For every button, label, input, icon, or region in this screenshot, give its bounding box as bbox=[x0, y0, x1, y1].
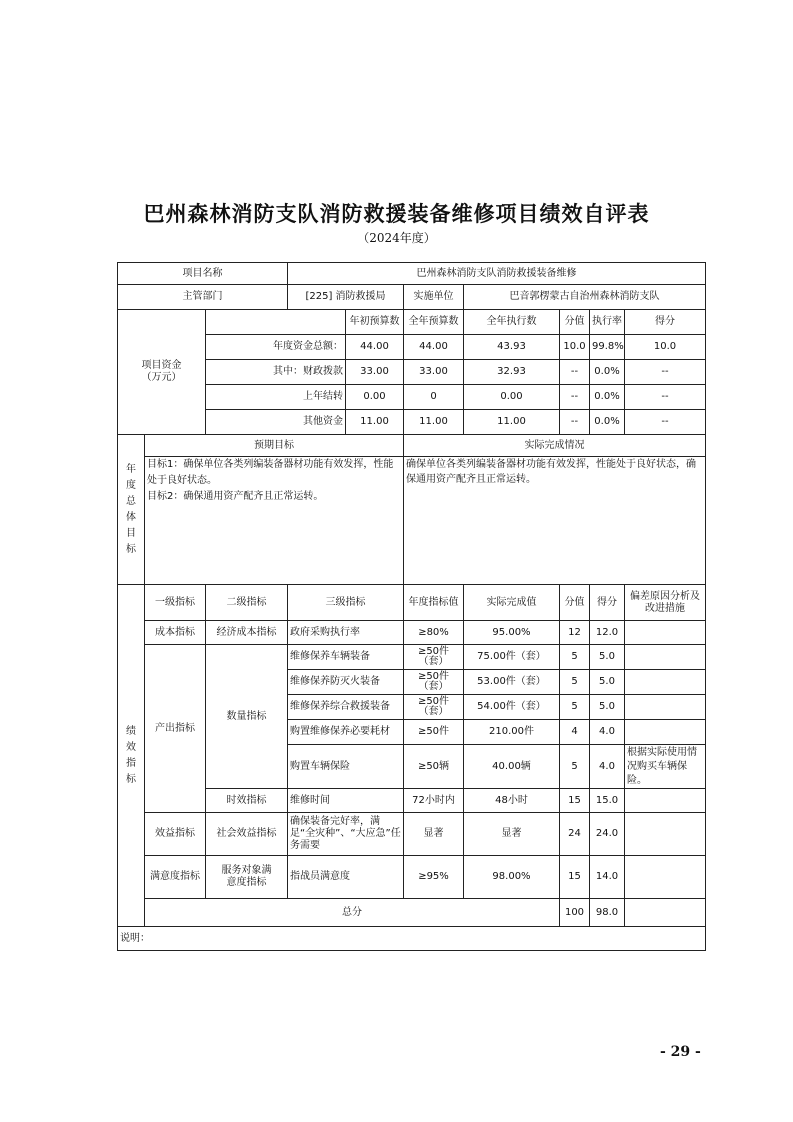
total-note bbox=[625, 899, 706, 927]
timeliness-weight: 15 bbox=[560, 789, 590, 813]
perf-header-weight: 分值 bbox=[560, 585, 590, 621]
perf-header-level3: 三级指标 bbox=[288, 585, 404, 621]
funds-header-blank bbox=[206, 310, 346, 335]
satisfaction-level2: 服务对象满意度指标 bbox=[206, 856, 288, 899]
cost-level1: 成本指标 bbox=[145, 621, 206, 645]
impl-label: 实施单位 bbox=[404, 285, 464, 310]
quantity-level3: 维修保养防灭火装备 bbox=[288, 670, 404, 695]
funds-row-executed: 32.93 bbox=[464, 360, 560, 385]
quantity-note bbox=[625, 695, 706, 720]
quantity-actual: 40.00辆 bbox=[464, 745, 560, 789]
project-name-label: 项目名称 bbox=[118, 263, 288, 285]
perf-header-level2: 二级指标 bbox=[206, 585, 288, 621]
funds-row-score: -- bbox=[625, 385, 706, 410]
quantity-level3: 维修保养车辆装备 bbox=[288, 645, 404, 670]
funds-row-budget-full: 33.00 bbox=[404, 360, 464, 385]
funds-row-score-value: -- bbox=[560, 410, 590, 435]
funds-row-name: 上年结转 bbox=[206, 385, 346, 410]
funds-row-budget-start: 11.00 bbox=[346, 410, 404, 435]
quantity-actual: 210.00件 bbox=[464, 720, 560, 745]
benefit-level2: 社会效益指标 bbox=[206, 813, 288, 856]
quantity-weight: 5 bbox=[560, 745, 590, 789]
quantity-score: 5.0 bbox=[590, 645, 625, 670]
funds-row-executed: 11.00 bbox=[464, 410, 560, 435]
timeliness-level2: 时效指标 bbox=[206, 789, 288, 813]
cost-score: 12.0 bbox=[590, 621, 625, 645]
quantity-note: 根据实际使用情况购买车辆保险。 bbox=[625, 745, 706, 789]
expected-goals-text: 目标1：确保单位各类列编装备器材功能有效发挥，性能处于良好状态。 目标2：确保通用资产配齐且正常运转。 bbox=[145, 457, 404, 585]
total-weight: 100 bbox=[560, 899, 590, 927]
funds-row-budget-start: 0.00 bbox=[346, 385, 404, 410]
quantity-row bbox=[118, 645, 706, 670]
funds-row-name: 其他资金 bbox=[206, 410, 346, 435]
benefit-actual: 显著 bbox=[464, 813, 560, 856]
perf-header-note: 偏差原因分析及改进措施 bbox=[625, 585, 706, 621]
output-level1: 产出指标 bbox=[145, 645, 206, 813]
funds-row bbox=[118, 385, 706, 410]
quantity-target: ≥50件（套） bbox=[404, 645, 464, 670]
quantity-score: 5.0 bbox=[590, 670, 625, 695]
quantity-actual: 54.00件（套） bbox=[464, 695, 560, 720]
funds-row-budget-full: 0 bbox=[404, 385, 464, 410]
quantity-target: ≥50辆 bbox=[404, 745, 464, 789]
cost-level3: 政府采购执行率 bbox=[288, 621, 404, 645]
cost-weight: 12 bbox=[560, 621, 590, 645]
quantity-level3: 购置车辆保险 bbox=[288, 745, 404, 789]
timeliness-note bbox=[625, 789, 706, 813]
funds-row-budget-start: 44.00 bbox=[346, 335, 404, 360]
funds-row bbox=[118, 410, 706, 435]
dept-label: 主管部门 bbox=[118, 285, 288, 310]
benefit-score: 24.0 bbox=[590, 813, 625, 856]
quantity-note bbox=[625, 645, 706, 670]
timeliness-level3: 维修时间 bbox=[288, 789, 404, 813]
impl-value: 巴音郭楞蒙古自治州森林消防支队 bbox=[464, 285, 706, 310]
satisfaction-level1: 满意度指标 bbox=[145, 856, 206, 899]
funds-header-rate: 执行率 bbox=[590, 310, 625, 335]
annual-goals-label: 年度总体目标 bbox=[118, 435, 145, 585]
funds-header-executed: 全年执行数 bbox=[464, 310, 560, 335]
funds-header-score: 得分 bbox=[625, 310, 706, 335]
quantity-weight: 5 bbox=[560, 695, 590, 720]
quantity-target: ≥50件（套） bbox=[404, 695, 464, 720]
quantity-score: 4.0 bbox=[590, 720, 625, 745]
quantity-target: ≥50件（套） bbox=[404, 670, 464, 695]
performance-label: 绩效指标 bbox=[118, 585, 145, 927]
quantity-level2: 数量指标 bbox=[206, 645, 288, 789]
timeliness-score: 15.0 bbox=[590, 789, 625, 813]
funds-row-score: -- bbox=[625, 410, 706, 435]
quantity-actual: 75.00件（套） bbox=[464, 645, 560, 670]
perf-header-actual: 实际完成值 bbox=[464, 585, 560, 621]
funds-row bbox=[118, 360, 706, 385]
actual-goals-text: 确保单位各类列编装备器材功能有效发挥，性能处于良好状态，确保通用资产配齐且正常运转。 bbox=[404, 457, 706, 585]
satisfaction-level3: 指战员满意度 bbox=[288, 856, 404, 899]
page-subtitle: （2024年度） bbox=[357, 231, 436, 245]
perf-header-score: 得分 bbox=[590, 585, 625, 621]
funds-row-executed: 0.00 bbox=[464, 385, 560, 410]
timeliness-target: 72小时内 bbox=[404, 789, 464, 813]
funds-label: 项目资金 （万元） bbox=[118, 310, 206, 435]
quantity-level3: 购置维修保养必要耗材 bbox=[288, 720, 404, 745]
remark-label: 说明： bbox=[118, 927, 706, 951]
benefit-weight: 24 bbox=[560, 813, 590, 856]
funds-row-score-value: -- bbox=[560, 360, 590, 385]
quantity-note bbox=[625, 720, 706, 745]
quantity-weight: 5 bbox=[560, 670, 590, 695]
funds-header-budget-full: 全年预算数 bbox=[404, 310, 464, 335]
satisfaction-actual: 98.00% bbox=[464, 856, 560, 899]
satisfaction-score: 14.0 bbox=[590, 856, 625, 899]
funds-header-score-value: 分值 bbox=[560, 310, 590, 335]
funds-row-rate: 0.0% bbox=[590, 410, 625, 435]
satisfaction-weight: 15 bbox=[560, 856, 590, 899]
quantity-weight: 5 bbox=[560, 645, 590, 670]
funds-row-score-value: -- bbox=[560, 385, 590, 410]
funds-row-rate: 99.8% bbox=[590, 335, 625, 360]
total-label: 总分 bbox=[145, 899, 560, 927]
cost-note bbox=[625, 621, 706, 645]
funds-row-budget-full: 11.00 bbox=[404, 410, 464, 435]
funds-row-budget-full: 44.00 bbox=[404, 335, 464, 360]
funds-row-executed: 43.93 bbox=[464, 335, 560, 360]
quantity-score: 5.0 bbox=[590, 695, 625, 720]
satisfaction-target: ≥95% bbox=[404, 856, 464, 899]
evaluation-table bbox=[117, 262, 706, 951]
funds-row-name: 年度资金总额： bbox=[206, 335, 346, 360]
actual-goals-header: 实际完成情况 bbox=[404, 435, 706, 457]
benefit-target: 显著 bbox=[404, 813, 464, 856]
timeliness-actual: 48小时 bbox=[464, 789, 560, 813]
funds-row-score-value: 10.0 bbox=[560, 335, 590, 360]
cost-target: ≥80% bbox=[404, 621, 464, 645]
satisfaction-note bbox=[625, 856, 706, 899]
perf-header-target: 年度指标值 bbox=[404, 585, 464, 621]
total-score: 98.0 bbox=[590, 899, 625, 927]
page-number: - 29 - bbox=[660, 1044, 701, 1060]
dept-value: [225] 消防救援局 bbox=[288, 285, 404, 310]
quantity-weight: 4 bbox=[560, 720, 590, 745]
quantity-target: ≥50件 bbox=[404, 720, 464, 745]
funds-row-rate: 0.0% bbox=[590, 360, 625, 385]
cost-level2: 经济成本指标 bbox=[206, 621, 288, 645]
perf-header-level1: 一级指标 bbox=[145, 585, 206, 621]
benefit-level3: 确保装备完好率，满足“全灾种”、“大应急”任务需要 bbox=[288, 813, 404, 856]
quantity-actual: 53.00件（套） bbox=[464, 670, 560, 695]
funds-header-budget-start: 年初预算数 bbox=[346, 310, 404, 335]
funds-row bbox=[118, 335, 706, 360]
funds-row-name: 其中：财政拨款 bbox=[206, 360, 346, 385]
quantity-level3: 维修保养综合救援装备 bbox=[288, 695, 404, 720]
funds-row-budget-start: 33.00 bbox=[346, 360, 404, 385]
funds-row-score: 10.0 bbox=[625, 335, 706, 360]
project-name-value: 巴州森林消防支队消防救援装备维修 bbox=[288, 263, 706, 285]
funds-row-rate: 0.0% bbox=[590, 385, 625, 410]
benefit-level1: 效益指标 bbox=[145, 813, 206, 856]
funds-row-score: -- bbox=[625, 360, 706, 385]
quantity-score: 4.0 bbox=[590, 745, 625, 789]
cost-actual: 95.00% bbox=[464, 621, 560, 645]
page-title: 巴州森林消防支队消防救援装备维修项目绩效自评表 bbox=[143, 201, 650, 226]
benefit-note bbox=[625, 813, 706, 856]
expected-goals-header: 预期目标 bbox=[145, 435, 404, 457]
quantity-note bbox=[625, 670, 706, 695]
